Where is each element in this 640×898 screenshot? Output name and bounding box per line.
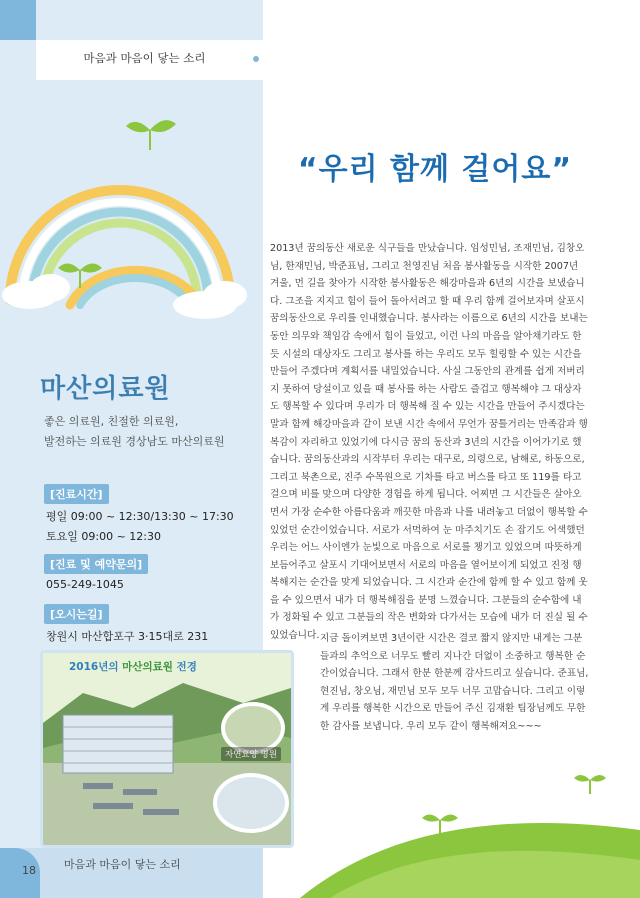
hospital-photo xyxy=(40,650,294,848)
article-closing: 지금 돌이켜보면 3년이란 시간은 결코 짧지 않지만 내게는 그분들과의 추억으로 너무도 빨리 지나간 더없이 소중하고 행복한 순간이었습니다. 그래서 한분 한분께 감사드리고 싶습니다. 준표님, 현진님, 창오님, 재민님 모두 모두 너무 고맙습니다. 그리고 이렇게 우리를 행복한 시간으로 만들어 주신 김재환 팀장님께도 무한한 감사를 보냅니다. 우리 모두 같이 행복해져요~~~ xyxy=(320,633,589,732)
article-title: “우리 함께 걸어요” xyxy=(297,152,573,187)
caption-highlight: 마산의료원 xyxy=(122,661,173,673)
hours-saturday: 토요일 09:00 ~ 12:30 xyxy=(46,530,161,543)
org-name: 마산의료원 xyxy=(40,374,171,404)
grass-hill-illustration xyxy=(260,760,640,898)
page-number: 18 xyxy=(22,864,36,877)
tagline-line-1: 좋은 의료원, 친절한 의료원, xyxy=(44,415,179,428)
photo-caption xyxy=(69,659,197,674)
hours-weekday: 평일 09:00 ~ 12:30/13:30 ~ 17:30 xyxy=(46,510,234,523)
header-dot-icon xyxy=(253,56,259,62)
contact-tag: [진료 및 예약문의] xyxy=(44,554,148,574)
tagline-line-2: 발전하는 의료원 경상남도 마산의료원 xyxy=(44,435,225,448)
org-tagline xyxy=(44,412,225,452)
caption-suffix: 전경 xyxy=(176,661,197,673)
contact-phone: 055-249-1045 xyxy=(46,578,124,591)
corner-accent xyxy=(0,0,36,40)
article-body: 2013년 꿈의동산 새로운 식구들을 만났습니다. 임성민님, 조재민님, 김창오님, 한재민님, 박준표님, 그리고 천영진님 처음 봉사활동을 시작한 2007년 겨울, 먼 길을 찾아가 시작한 봉사활동은 해강마을과 6년의 시간을 보냈습니다. 그조을 지지고 힘이 들어 돌아서려고 할 때 우리 함께 걸어보자며 살포시 꿈의동산으로 우리를 인내했습니다. 봉사라는 이름으로 6년의 시간을 보내는 동안 의무와 책임감 속에서 힘이 들었고, 이런 나의 마음을 알아채기라도 한 듯 시설의 대상자도 그리고 봉사를 하는 우리도 모두 힐링할 수 있는 시간을 만들어 주겠다며 계획서를 내밀었습니다. 사실 그동안의 관계를 쉽게 저버리지 못하여 당설이고 있을 때 봉사를 하는 사람도 즐겁고 행복해야 그 대상자도 행복할 수 있다며 우리가 더 행복해 질 수 있는 시간을 만들어 주시겠다는 말과 함께 해강마을과 같이 보낸 시간 속에서 무언가 꿈틀거리는 만족감과 행복감이 자리하고 있었기에 다시금 꿈의 동산과 3년의 시간을 이어가기로 했습니다. 꿈의동산과의 시작부터 우리는 대구로, 의령으로, 남해로, 하동으로, 그리고 북촌으로, 진주 수목원으로 기차를 타고 버스를 타고 또 119를 타고 걸으며 비를 맞으며 다양한 경험을 하게 됩니다. 어찌면 그 시간들은 살아오면서 가장 순수한 아름다움과 깨끗한 마음과 나를 내려놓고 더없이 행복할 수 있었던 순간이었습니다. 서로가 서먹하여 눈 마주치기도 손 잡기도 어색했던 우리는 어느 사이엔가 눈빛으로 마음으로 서로를 챙기고 있었으며 따뜻하게 보듬어주고 살포시 기대어보면서 서로의 마음을 열어보이게 되었고 진정 행복해지는 순간을 맞게 되었습니다. 그 시간과 순간에 함께 할 수 있고 함께 웃을 수 있으면서 내가 더 행복해짐을 분명 느꼈습니다. 그분들의 순수함에 내가 정화될 수 있고 그분들의 작은 변화와 다가서는 모습에 내가 더 진실 될 수 있었습니다. xyxy=(270,243,588,642)
inset-label: 자연요양 명원 xyxy=(221,747,281,761)
rainbow-illustration xyxy=(0,90,263,330)
section-label: 마음과 마음이 닿는 소리 xyxy=(83,51,206,65)
footer-text: 마음과 마음이 닿는 소리 xyxy=(64,858,181,871)
directions-tag: [오시는길] xyxy=(44,604,109,624)
hours-tag: [진료시간] xyxy=(44,484,109,504)
directions-address: 창원시 마산합포구 3·15대로 231 xyxy=(46,630,209,643)
caption-prefix: 2016년의 xyxy=(69,661,119,673)
section-header xyxy=(36,40,263,80)
